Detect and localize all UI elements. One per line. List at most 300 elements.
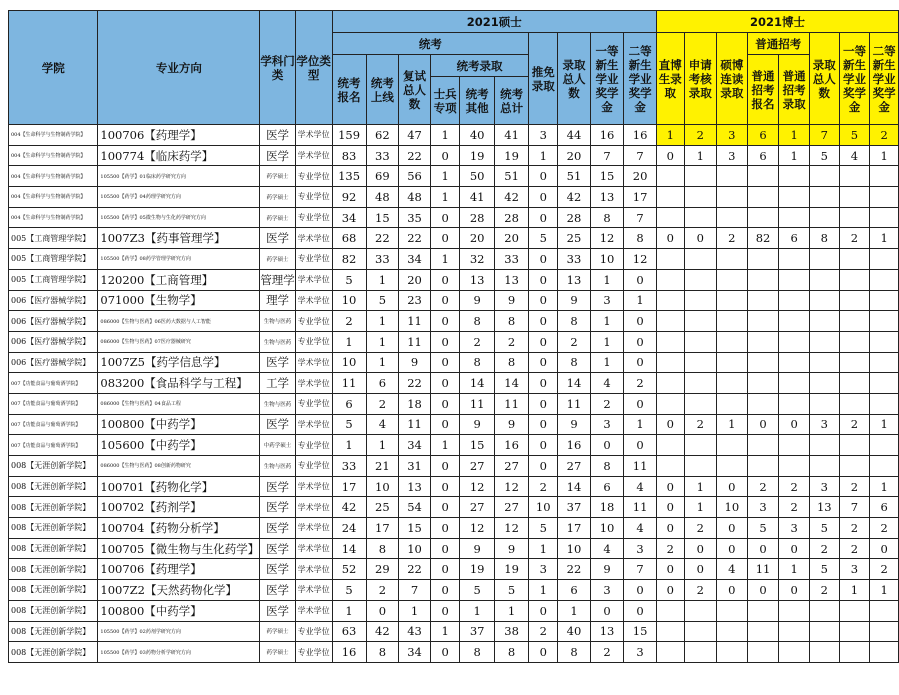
cell-phd-admission-total [809, 269, 839, 290]
cell-second-scholarship: 0 [624, 311, 657, 332]
cell-direct-phd [656, 642, 684, 663]
cell-subject-category: 生物与医药 [260, 393, 296, 414]
cell-exempt-admission: 0 [529, 456, 558, 477]
cell-direct-phd [656, 290, 684, 311]
cell-exam-applicants: 1 [332, 331, 366, 352]
cell-degree-type: 专业学位 [295, 166, 332, 187]
header-phd-title: 2021博士 [656, 11, 898, 33]
cell-master-phd-continuous [716, 393, 747, 414]
cell-phd-first-scholarship [839, 331, 870, 352]
cell-phd-first-scholarship [839, 621, 870, 642]
cell-exam-other: 9 [460, 538, 494, 559]
cell-master-phd-continuous [716, 331, 747, 352]
cell-major: 100701【药物化学】 [98, 476, 260, 497]
cell-application-review: 1 [684, 145, 716, 166]
cell-admission-total: 40 [558, 621, 591, 642]
cell-general-applicants: 5 [747, 518, 779, 539]
cell-phd-second-scholarship [870, 269, 899, 290]
cell-exam-applicants: 10 [332, 290, 366, 311]
cell-general-applicants: 6 [747, 145, 779, 166]
cell-subject-category: 医学 [260, 352, 296, 373]
cell-master-phd-continuous [716, 373, 747, 394]
header-second-scholarship: 二等新生学业奖学金 [624, 33, 657, 125]
cell-retest-total: 48 [399, 187, 431, 208]
cell-retest-total: 13 [399, 476, 431, 497]
cell-second-scholarship: 0 [624, 352, 657, 373]
cell-college: 008【无涯创新学院】 [9, 600, 98, 621]
cell-college: 006【医疗器械学院】 [9, 311, 98, 332]
cell-first-scholarship: 4 [590, 373, 624, 394]
cell-general-admission [779, 600, 810, 621]
table-row [9, 497, 899, 518]
cell-first-scholarship: 3 [590, 414, 624, 435]
cell-master-phd-continuous [716, 311, 747, 332]
cell-exempt-admission: 0 [529, 393, 558, 414]
cell-admission-total: 13 [558, 269, 591, 290]
cell-exam-passed: 69 [366, 166, 399, 187]
cell-exempt-admission: 0 [529, 249, 558, 270]
cell-retest-total: 11 [399, 414, 431, 435]
cell-exam-total: 14 [494, 373, 528, 394]
cell-direct-phd: 0 [656, 414, 684, 435]
cell-application-review [684, 373, 716, 394]
cell-exam-applicants: 16 [332, 642, 366, 663]
cell-subject-category: 医学 [260, 538, 296, 559]
cell-master-phd-continuous: 0 [716, 580, 747, 601]
cell-second-scholarship: 0 [624, 331, 657, 352]
cell-phd-second-scholarship: 1 [870, 228, 899, 249]
cell-application-review: 2 [684, 580, 716, 601]
cell-degree-type: 学术学位 [295, 269, 332, 290]
cell-soldier-program: 0 [430, 393, 460, 414]
cell-general-admission [779, 352, 810, 373]
cell-exam-total: 41 [494, 125, 528, 146]
cell-college: 008【无涯创新学院】 [9, 642, 98, 663]
cell-first-scholarship: 0 [590, 435, 624, 456]
cell-exam-passed: 33 [366, 145, 399, 166]
cell-phd-second-scholarship: 1 [870, 580, 899, 601]
cell-exempt-admission: 5 [529, 518, 558, 539]
cell-subject-category: 医学 [260, 497, 296, 518]
cell-exam-total: 8 [494, 352, 528, 373]
cell-major: 105500【药学】03药物分析学研究方向 [98, 642, 260, 663]
cell-phd-admission-total: 3 [809, 414, 839, 435]
table-row [9, 393, 899, 414]
cell-soldier-program: 0 [430, 269, 460, 290]
cell-general-admission: 6 [779, 228, 810, 249]
cell-phd-first-scholarship [839, 269, 870, 290]
cell-second-scholarship: 3 [624, 538, 657, 559]
cell-retest-total: 11 [399, 311, 431, 332]
cell-general-applicants: 82 [747, 228, 779, 249]
cell-phd-admission-total: 5 [809, 559, 839, 580]
cell-college: 005【工商管理学院】 [9, 269, 98, 290]
cell-soldier-program: 0 [430, 331, 460, 352]
cell-exam-applicants: 92 [332, 187, 366, 208]
cell-admission-total: 9 [558, 414, 591, 435]
cell-soldier-program: 0 [430, 311, 460, 332]
cell-first-scholarship: 8 [590, 207, 624, 228]
cell-phd-first-scholarship: 2 [839, 518, 870, 539]
table-row [9, 166, 899, 187]
cell-exam-applicants: 83 [332, 145, 366, 166]
cell-exam-passed: 17 [366, 518, 399, 539]
cell-subject-category: 生物与医药 [260, 331, 296, 352]
cell-application-review: 1 [684, 497, 716, 518]
cell-phd-first-scholarship [839, 352, 870, 373]
cell-phd-second-scholarship [870, 207, 899, 228]
cell-soldier-program: 0 [430, 373, 460, 394]
cell-second-scholarship: 12 [624, 249, 657, 270]
table-row [9, 456, 899, 477]
cell-direct-phd [656, 269, 684, 290]
cell-phd-admission-total [809, 290, 839, 311]
cell-general-applicants: 0 [747, 538, 779, 559]
table-row [9, 518, 899, 539]
cell-exam-total: 9 [494, 414, 528, 435]
cell-admission-total: 10 [558, 538, 591, 559]
cell-master-phd-continuous: 3 [716, 145, 747, 166]
cell-college: 006【医疗器械学院】 [9, 290, 98, 311]
cell-major: 105600【中药学】 [98, 435, 260, 456]
table-row [9, 373, 899, 394]
cell-soldier-program: 1 [430, 166, 460, 187]
cell-admission-total: 9 [558, 290, 591, 311]
header-unified-admission: 统考录取 [430, 55, 528, 77]
cell-exam-other: 8 [460, 311, 494, 332]
cell-general-admission [779, 187, 810, 208]
cell-exam-passed: 15 [366, 207, 399, 228]
cell-second-scholarship: 17 [624, 187, 657, 208]
table-row [9, 228, 899, 249]
cell-admission-total: 22 [558, 559, 591, 580]
cell-exam-other: 12 [460, 476, 494, 497]
cell-phd-second-scholarship: 2 [870, 559, 899, 580]
cell-exam-passed: 2 [366, 393, 399, 414]
cell-first-scholarship: 4 [590, 538, 624, 559]
cell-exam-passed: 25 [366, 497, 399, 518]
cell-first-scholarship: 1 [590, 311, 624, 332]
cell-college: 007【功能食品与葡萄酒学院】 [9, 373, 98, 394]
cell-degree-type: 专业学位 [295, 207, 332, 228]
cell-general-applicants: 2 [747, 476, 779, 497]
cell-exam-applicants: 42 [332, 497, 366, 518]
cell-second-scholarship: 15 [624, 621, 657, 642]
cell-second-scholarship: 1 [624, 414, 657, 435]
cell-phd-admission-total: 13 [809, 497, 839, 518]
table-row [9, 600, 899, 621]
cell-exam-other: 15 [460, 435, 494, 456]
cell-direct-phd [656, 166, 684, 187]
cell-exam-applicants: 5 [332, 414, 366, 435]
cell-retest-total: 35 [399, 207, 431, 228]
cell-general-admission [779, 311, 810, 332]
cell-first-scholarship: 1 [590, 331, 624, 352]
cell-phd-second-scholarship [870, 373, 899, 394]
cell-soldier-program: 0 [430, 228, 460, 249]
cell-exempt-admission: 0 [529, 269, 558, 290]
cell-exam-other: 1 [460, 600, 494, 621]
cell-phd-first-scholarship: 7 [839, 497, 870, 518]
cell-degree-type: 学术学位 [295, 559, 332, 580]
cell-exam-total: 9 [494, 290, 528, 311]
cell-admission-total: 8 [558, 352, 591, 373]
header-phd-admission-total: 录取总人数 [809, 33, 839, 125]
cell-admission-total: 6 [558, 580, 591, 601]
cell-first-scholarship: 10 [590, 249, 624, 270]
cell-phd-first-scholarship: 1 [839, 580, 870, 601]
cell-soldier-program: 0 [430, 559, 460, 580]
cell-major: 086000【生物与医药】08创新药物研究 [98, 456, 260, 477]
cell-exam-applicants: 1 [332, 600, 366, 621]
cell-phd-first-scholarship: 2 [839, 228, 870, 249]
cell-phd-second-scholarship [870, 600, 899, 621]
header-college: 学院 [9, 11, 98, 125]
cell-second-scholarship: 7 [624, 559, 657, 580]
cell-application-review: 0 [684, 228, 716, 249]
cell-subject-category: 医学 [260, 228, 296, 249]
cell-exempt-admission: 0 [529, 414, 558, 435]
cell-exam-other: 14 [460, 373, 494, 394]
cell-college: 004【生命科学与生物制药学院】 [9, 125, 98, 146]
cell-application-review: 0 [684, 538, 716, 559]
cell-retest-total: 9 [399, 352, 431, 373]
cell-phd-admission-total: 2 [809, 538, 839, 559]
cell-application-review: 2 [684, 125, 716, 146]
header-retest-total: 复试总人数 [399, 55, 431, 125]
cell-exam-applicants: 68 [332, 228, 366, 249]
cell-retest-total: 43 [399, 621, 431, 642]
cell-phd-first-scholarship: 3 [839, 559, 870, 580]
cell-exempt-admission: 0 [529, 331, 558, 352]
cell-exam-other: 13 [460, 269, 494, 290]
cell-master-phd-continuous [716, 600, 747, 621]
cell-master-phd-continuous: 2 [716, 228, 747, 249]
cell-first-scholarship: 3 [590, 580, 624, 601]
cell-exam-applicants: 6 [332, 393, 366, 414]
cell-second-scholarship: 2 [624, 373, 657, 394]
cell-general-applicants: 0 [747, 414, 779, 435]
cell-retest-total: 18 [399, 393, 431, 414]
cell-exam-applicants: 33 [332, 456, 366, 477]
header-general-admission: 普通招考录取 [779, 55, 810, 125]
cell-subject-category: 医学 [260, 580, 296, 601]
cell-general-applicants [747, 600, 779, 621]
cell-phd-second-scholarship: 6 [870, 497, 899, 518]
cell-retest-total: 31 [399, 456, 431, 477]
cell-exam-other: 19 [460, 559, 494, 580]
cell-first-scholarship: 12 [590, 228, 624, 249]
cell-college: 007【功能食品与葡萄酒学院】 [9, 393, 98, 414]
cell-college: 004【生命科学与生物制药学院】 [9, 207, 98, 228]
cell-college: 008【无涯创新学院】 [9, 559, 98, 580]
cell-soldier-program: 0 [430, 497, 460, 518]
cell-admission-total: 14 [558, 373, 591, 394]
cell-general-admission [779, 207, 810, 228]
cell-subject-category: 医学 [260, 476, 296, 497]
cell-phd-second-scholarship [870, 249, 899, 270]
cell-phd-admission-total [809, 600, 839, 621]
cell-major: 100800【中药学】 [98, 414, 260, 435]
cell-phd-first-scholarship [839, 435, 870, 456]
cell-direct-phd: 0 [656, 476, 684, 497]
cell-application-review: 2 [684, 414, 716, 435]
cell-general-admission [779, 642, 810, 663]
cell-exempt-admission: 0 [529, 166, 558, 187]
cell-application-review [684, 393, 716, 414]
cell-phd-second-scholarship: 2 [870, 518, 899, 539]
cell-general-applicants: 3 [747, 497, 779, 518]
cell-master-phd-continuous: 4 [716, 559, 747, 580]
cell-soldier-program: 0 [430, 352, 460, 373]
cell-major: 086000【生物与医药】06医药大数据与人工智能 [98, 311, 260, 332]
cell-major: 100704【药物分析学】 [98, 518, 260, 539]
cell-degree-type: 学术学位 [295, 476, 332, 497]
admission-table [8, 10, 899, 663]
cell-phd-admission-total [809, 435, 839, 456]
cell-degree-type: 学术学位 [295, 352, 332, 373]
cell-degree-type: 专业学位 [295, 249, 332, 270]
cell-major: 105500【药学】01临床药学研究方向 [98, 166, 260, 187]
cell-general-applicants [747, 435, 779, 456]
cell-master-phd-continuous [716, 187, 747, 208]
cell-exam-other: 27 [460, 456, 494, 477]
header-exam-passed: 统考上线 [366, 55, 399, 125]
cell-exam-passed: 1 [366, 352, 399, 373]
cell-exam-other: 2 [460, 331, 494, 352]
cell-general-admission [779, 269, 810, 290]
cell-master-phd-continuous [716, 642, 747, 663]
cell-retest-total: 10 [399, 538, 431, 559]
cell-exempt-admission: 2 [529, 476, 558, 497]
cell-phd-first-scholarship: 5 [839, 125, 870, 146]
cell-admission-total: 1 [558, 600, 591, 621]
cell-second-scholarship: 7 [624, 207, 657, 228]
cell-admission-total: 20 [558, 145, 591, 166]
cell-retest-total: 34 [399, 435, 431, 456]
cell-general-admission [779, 166, 810, 187]
cell-exam-passed: 62 [366, 125, 399, 146]
cell-phd-second-scholarship [870, 331, 899, 352]
cell-degree-type: 学术学位 [295, 580, 332, 601]
cell-college: 008【无涯创新学院】 [9, 538, 98, 559]
cell-exam-total: 27 [494, 497, 528, 518]
cell-soldier-program: 0 [430, 518, 460, 539]
cell-degree-type: 专业学位 [295, 331, 332, 352]
cell-subject-category: 医学 [260, 145, 296, 166]
cell-master-phd-continuous: 0 [716, 518, 747, 539]
cell-application-review [684, 187, 716, 208]
cell-application-review [684, 166, 716, 187]
cell-subject-category: 药学硕士 [260, 207, 296, 228]
cell-second-scholarship: 16 [624, 125, 657, 146]
cell-direct-phd: 2 [656, 538, 684, 559]
cell-exam-passed: 4 [366, 414, 399, 435]
cell-college: 008【无涯创新学院】 [9, 476, 98, 497]
cell-phd-second-scholarship [870, 435, 899, 456]
cell-general-applicants [747, 207, 779, 228]
cell-degree-type: 学术学位 [295, 518, 332, 539]
cell-application-review [684, 352, 716, 373]
cell-first-scholarship: 7 [590, 145, 624, 166]
cell-retest-total: 56 [399, 166, 431, 187]
cell-phd-first-scholarship: 4 [839, 145, 870, 166]
cell-second-scholarship: 0 [624, 393, 657, 414]
cell-admission-total: 51 [558, 166, 591, 187]
cell-retest-total: 22 [399, 145, 431, 166]
cell-direct-phd [656, 435, 684, 456]
cell-application-review: 1 [684, 476, 716, 497]
cell-admission-total: 2 [558, 331, 591, 352]
cell-application-review [684, 290, 716, 311]
cell-phd-admission-total: 5 [809, 518, 839, 539]
cell-application-review [684, 600, 716, 621]
cell-exam-total: 12 [494, 518, 528, 539]
cell-major: 1007Z2【天然药物化学】 [98, 580, 260, 601]
cell-retest-total: 15 [399, 518, 431, 539]
cell-exam-passed: 48 [366, 187, 399, 208]
cell-exam-passed: 29 [366, 559, 399, 580]
header-major: 专业方向 [98, 11, 260, 125]
cell-exam-applicants: 10 [332, 352, 366, 373]
cell-exam-applicants: 14 [332, 538, 366, 559]
cell-exam-other: 28 [460, 207, 494, 228]
cell-exam-applicants: 5 [332, 580, 366, 601]
cell-soldier-program: 1 [430, 125, 460, 146]
cell-general-admission: 3 [779, 518, 810, 539]
table-row [9, 311, 899, 332]
cell-subject-category: 理学 [260, 290, 296, 311]
cell-master-phd-continuous [716, 435, 747, 456]
table-row [9, 435, 899, 456]
cell-phd-admission-total [809, 249, 839, 270]
cell-exam-total: 20 [494, 228, 528, 249]
cell-exam-passed: 8 [366, 538, 399, 559]
cell-college: 005【工商管理学院】 [9, 249, 98, 270]
cell-major: 100706【药理学】 [98, 125, 260, 146]
cell-retest-total: 34 [399, 249, 431, 270]
cell-admission-total: 11 [558, 393, 591, 414]
cell-major: 105500【药学】05微生物与生化药学研究方向 [98, 207, 260, 228]
cell-general-applicants [747, 166, 779, 187]
cell-soldier-program: 0 [430, 476, 460, 497]
cell-direct-phd: 0 [656, 145, 684, 166]
cell-second-scholarship: 7 [624, 145, 657, 166]
cell-phd-second-scholarship [870, 166, 899, 187]
cell-master-phd-continuous: 0 [716, 538, 747, 559]
cell-college: 006【医疗器械学院】 [9, 331, 98, 352]
cell-phd-admission-total: 7 [809, 125, 839, 146]
cell-application-review [684, 311, 716, 332]
cell-soldier-program: 0 [430, 580, 460, 601]
cell-master-phd-continuous [716, 621, 747, 642]
cell-phd-admission-total: 8 [809, 228, 839, 249]
cell-exempt-admission: 10 [529, 497, 558, 518]
header-exam-total: 统考总计 [494, 77, 528, 125]
cell-degree-type: 专业学位 [295, 393, 332, 414]
cell-phd-second-scholarship: 1 [870, 476, 899, 497]
cell-soldier-program: 0 [430, 600, 460, 621]
cell-admission-total: 28 [558, 207, 591, 228]
cell-major: 071000【生物学】 [98, 290, 260, 311]
cell-exam-total: 8 [494, 642, 528, 663]
cell-phd-admission-total: 3 [809, 476, 839, 497]
cell-soldier-program: 0 [430, 538, 460, 559]
cell-retest-total: 7 [399, 580, 431, 601]
cell-exam-passed: 8 [366, 642, 399, 663]
cell-general-applicants: 11 [747, 559, 779, 580]
cell-direct-phd [656, 621, 684, 642]
